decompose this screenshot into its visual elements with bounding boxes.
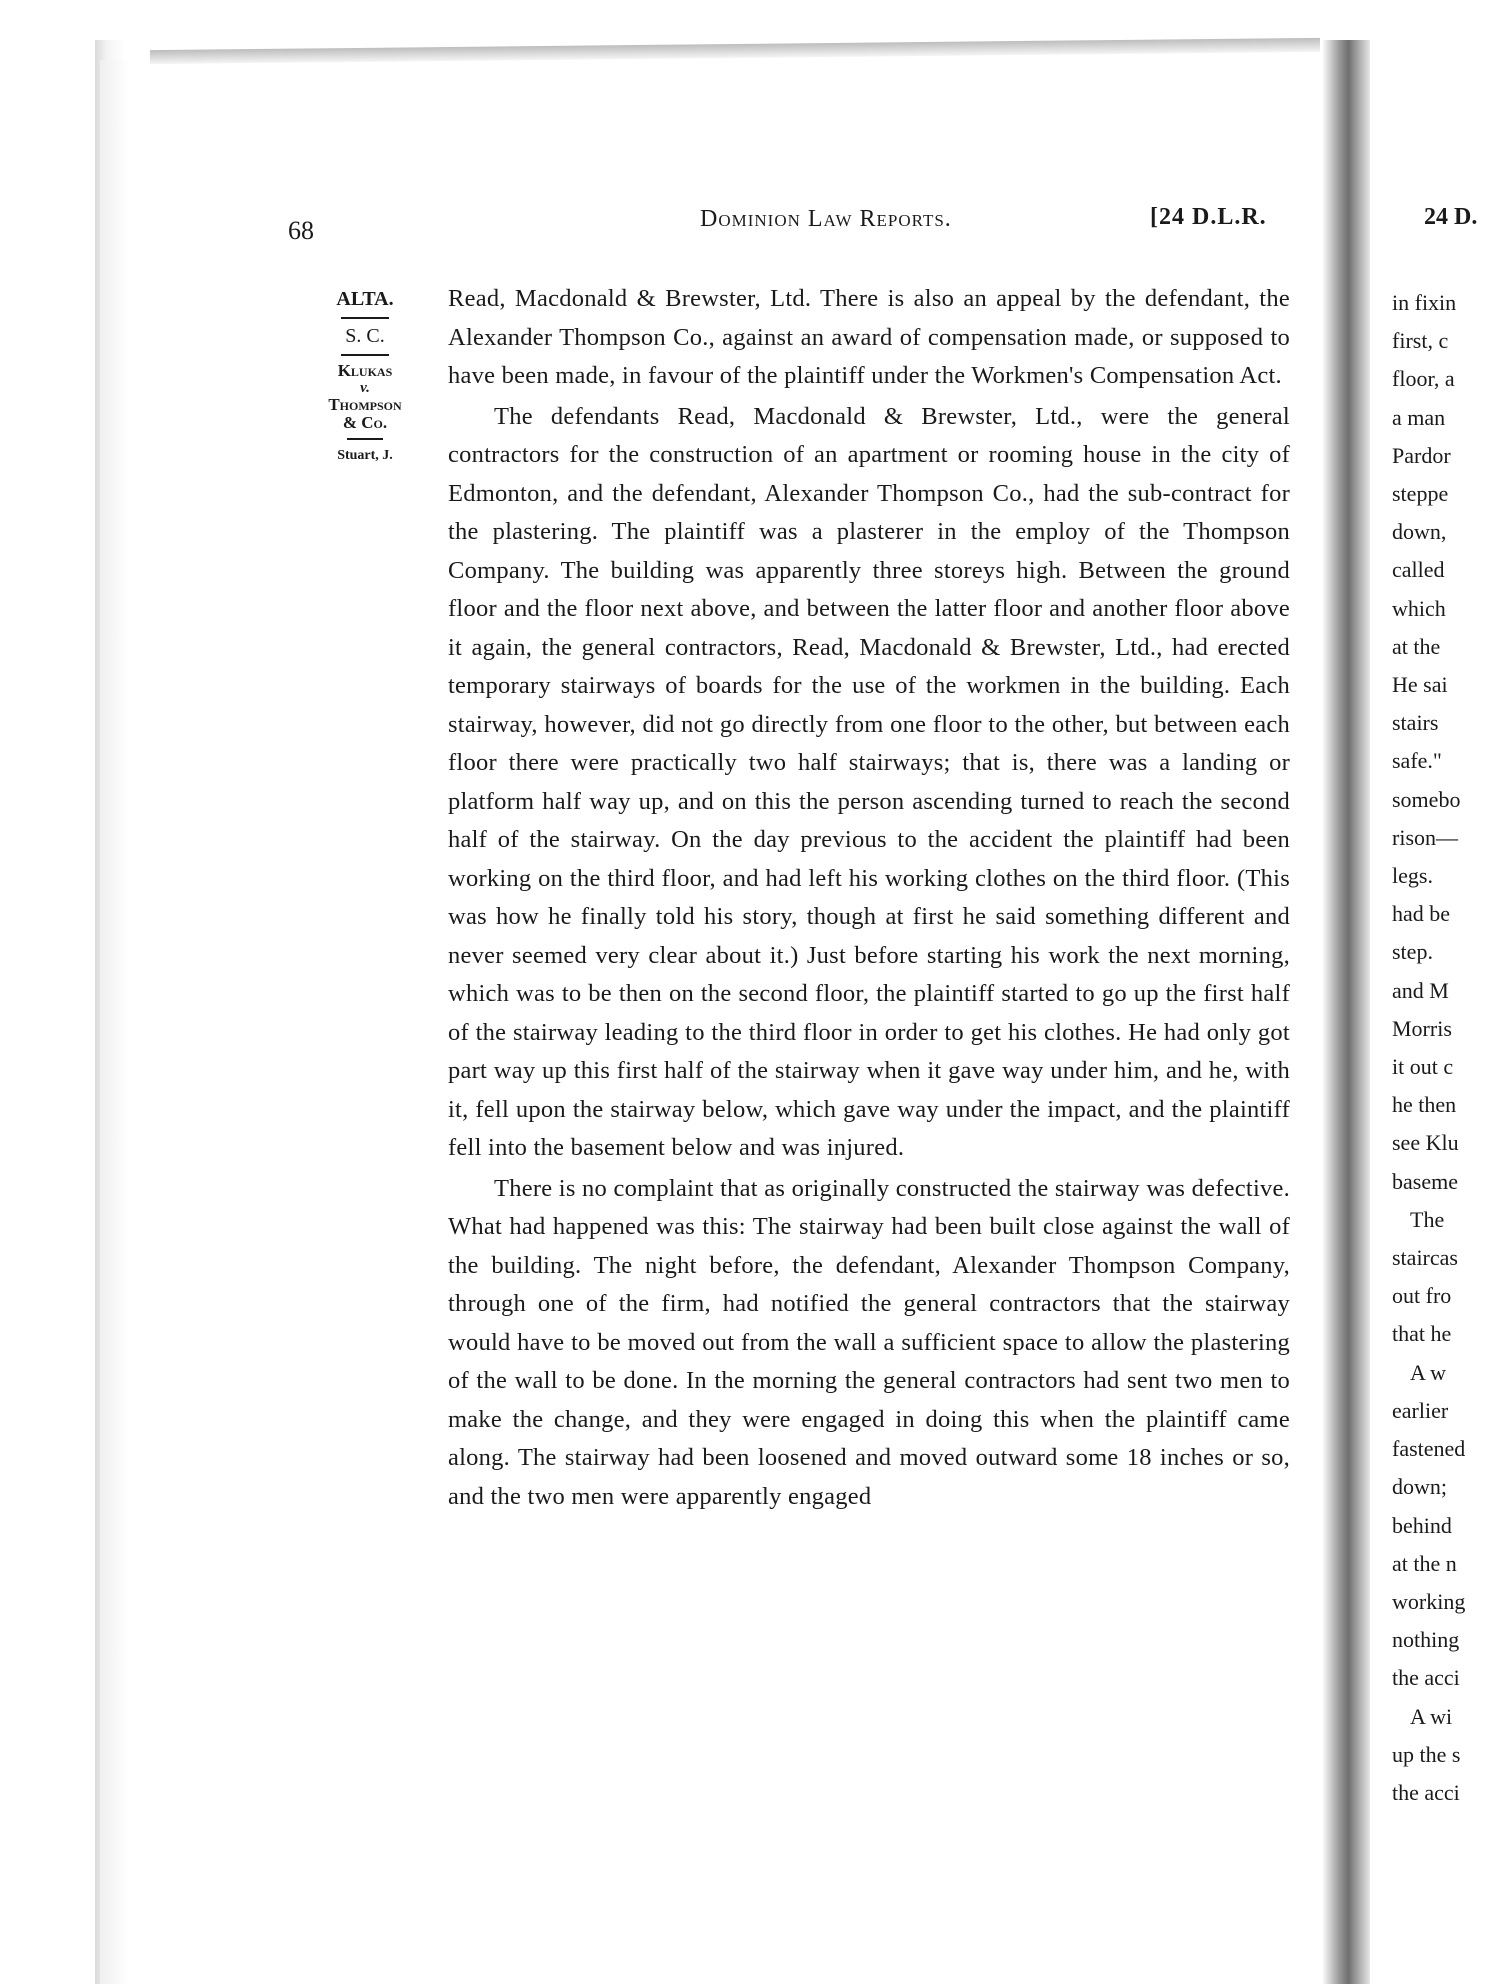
sidenote-versus: v. — [360, 380, 370, 396]
sidenote-province: ALTA. — [336, 288, 394, 310]
facing-page-line: up the s — [1392, 1741, 1461, 1767]
facing-page-line: in fixin — [1392, 290, 1457, 315]
sidenote-court: S. C. — [345, 325, 385, 347]
facing-page-line: A w — [1410, 1359, 1447, 1385]
page-left-edge — [100, 60, 130, 1984]
facing-page-line: Morris — [1392, 1015, 1452, 1041]
paragraph: There is no complaint that as originally constructed the stairway was defective. What had happened was this: The stairway had been built close against the wall of the building. The night before, the defendant, Alexander Thompson Company, through one of the firm, had notified the general contractors that the stairway would have to be moved out from the wall a sufficient space to allow the plastering of the wall to be done. In the morning the general contractors had sent two men to make the change, and they were engaged in doing this when the plaintiff came along. The stairway had been loosened and moved outward some 18 inches or so, and the two men were apparently engaged — [448, 1174, 1290, 1510]
sidenote-party-2: Thompson — [328, 395, 402, 414]
facing-page-line: earlier — [1392, 1397, 1449, 1423]
facing-page-line: working — [1392, 1588, 1466, 1614]
facing-page-line: out fro — [1392, 1283, 1452, 1309]
paragraph: The defendants Read, Macdonald & Brewster, Ltd., were the general contractors for the construction of an apartment or rooming house in the city of Edmonton, and the defendant, Alexander Thompson Co., had the sub-contract for the plastering. The plaintiff was a plasterer in the employ of the Thompson Company. The building was apparently three storeys high. Between the ground floor and the floor next above, and between the latter floor and another floor above it again, the general contractors, Read, Macdonald & Brewster, Ltd., had erected temporary stairways of boards for the use of the workmen in the building. Each stairway, however, did not go directly from one floor to the other, but between each floor there were practically two half stairways; that is, there was a landing or platform half way up, and on this the person ascending turned to reach the second half of the stairway. On the day previous to the accident the plaintiff had been working on the third floor, and had left his working clothes on the third floor. (This was how he finally told his story, though at first he said something different and never seemed very clear about it.) Just before starting his work the next morning, which was to be then on the second floor, the plaintiff started to go up the first half of the stairway leading to the third floor in order to get his clothes. He had only got part way up this first half of the stairway when it gave way under him, and he, with it, fell upon the stairway below, which gave way under the impact, and the plaintiff fell into the basement below and was injured. — [448, 402, 1290, 1161]
facing-page-header: 24 D. — [1424, 204, 1478, 230]
facing-page-line: he then — [1392, 1092, 1457, 1118]
facing-page-line: somebo — [1392, 786, 1461, 812]
facing-page-line: the acci — [1392, 1665, 1460, 1691]
facing-page-line: staircas — [1392, 1245, 1458, 1271]
facing-page-text — [1392, 284, 1496, 1812]
facing-page-line: called — [1392, 557, 1445, 583]
facing-page-line: behind — [1392, 1512, 1452, 1538]
facing-page-line: step. — [1392, 939, 1433, 965]
facing-page-line: legs. — [1392, 863, 1433, 889]
facing-page-line: steppe — [1392, 481, 1449, 507]
facing-page-line: stairs — [1392, 710, 1439, 736]
sidenote-rule — [347, 438, 383, 440]
facing-page-line: first, c — [1392, 328, 1449, 354]
facing-page-line: nothing — [1392, 1627, 1460, 1653]
facing-page-line: rison— — [1392, 824, 1458, 850]
sidenote-judge: Stuart, J. — [337, 448, 393, 463]
running-head: Dominion Law Reports. — [700, 206, 952, 232]
sidenote-rule — [341, 317, 389, 319]
facing-page-line: at the n — [1392, 1550, 1457, 1576]
facing-page-line: safe." — [1392, 748, 1442, 774]
sidenote-rule — [341, 354, 389, 356]
facing-page-line: The — [1410, 1206, 1445, 1232]
volume-reference: [24 D.L.R. — [1150, 204, 1267, 230]
facing-page-line: at the — [1392, 633, 1441, 659]
sidenote-party-2-cont: & Co. — [342, 413, 388, 432]
book-gutter — [1322, 40, 1370, 1984]
facing-page-line: a man — [1392, 404, 1446, 430]
facing-page-line: which — [1392, 595, 1446, 621]
facing-page-line: had be — [1392, 901, 1451, 927]
facing-page-line: A wi — [1410, 1703, 1453, 1729]
facing-page-line: and M — [1392, 977, 1449, 1003]
facing-page-line: baseme — [1392, 1168, 1458, 1194]
paragraph-continued: Read, Macdonald & Brewster, Ltd. There is also an appeal by the defendant, the Alexander Thompson Co., against an award of compensation made, or supposed to have been made, in favour of the plaintiff under the Workmen's Compensation Act. — [448, 285, 1290, 389]
facing-page-line: that he — [1392, 1321, 1452, 1347]
judgment-text — [448, 280, 1290, 1516]
case-sidenote — [300, 288, 430, 464]
facing-page-line: the acci — [1392, 1779, 1460, 1805]
page-number: 68 — [288, 216, 314, 245]
facing-page-line: see Klu — [1392, 1130, 1459, 1156]
facing-page-line: it out c — [1392, 1054, 1454, 1080]
sidenote-party-1: Klukas — [337, 361, 393, 380]
facing-page-line: Pardor — [1392, 442, 1451, 468]
facing-page-line: fastened — [1392, 1436, 1466, 1462]
facing-page-line: floor, a — [1392, 366, 1455, 392]
facing-page-line: down, — [1392, 519, 1447, 545]
facing-page-line: down; — [1392, 1474, 1447, 1500]
facing-page-line: He sai — [1392, 672, 1448, 698]
